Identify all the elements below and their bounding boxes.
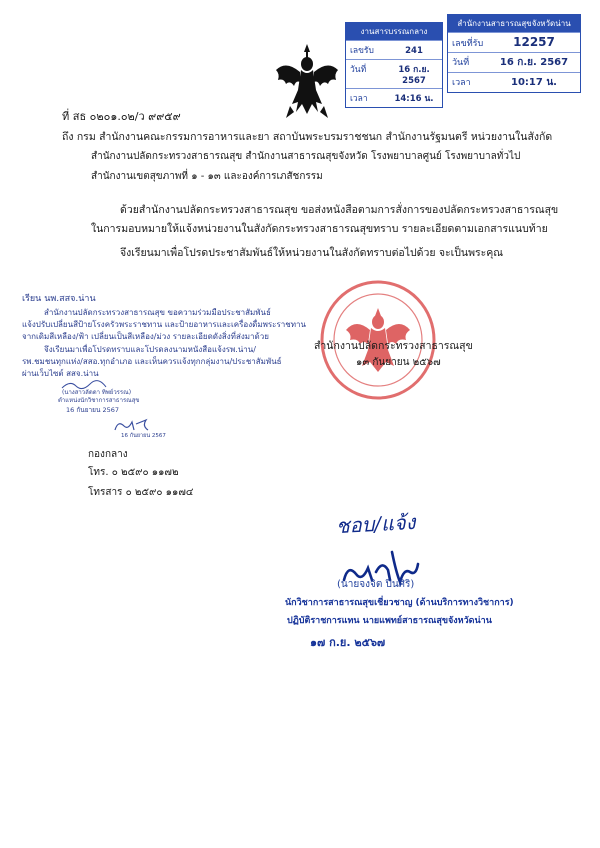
signer-acting-title: ปฏิบัติราชการแทน นายแพทย์สาธารณสุขจังหวัดน่าน bbox=[287, 616, 492, 626]
stamp-time: 14:16 น. bbox=[394, 94, 434, 104]
stamp-header: งานสารบรรณกลาง bbox=[346, 23, 442, 40]
signature-date: ๑๗ ก.ย. ๒๕๖๗ bbox=[310, 636, 386, 649]
note-line: รพ.ชมชนทุกแห่ง/สสอ.ทุกอำเภอ และเห็นควรแจ้งทุกกลุ่มงาน/ประชาสัมพันธ์ bbox=[22, 357, 282, 366]
note-line: จากเดิมสีเหลือง/ฟ้า เปลี่ยนเป็นสีเหลือง/ม่วง รายละเอียดดังสิ่งที่ส่งมาด้วย bbox=[22, 332, 269, 341]
note-line: เรียน นพ.สสจ.น่าน bbox=[22, 294, 96, 304]
signer-title: นักวิชาการสาธารณสุขเชี่ยวชาญ (ด้านบริการทางวิชาการ) bbox=[285, 598, 514, 608]
stamp-number-label: เลขรับ bbox=[350, 46, 374, 56]
note-signer-title: ตำแหน่งนักวิชาการสาธารณสุข bbox=[58, 397, 140, 404]
body-paragraph-1: ด้วยสำนักงานปลัดกระทรวงสาธารณสุข ขอส่งหนังสือตามการสั่งการของปลัดกระทรวงสาธารณสุข bbox=[120, 204, 559, 216]
stamp-number-label: เลขที่รับ bbox=[452, 39, 484, 49]
recipient-line: ถึง กรม สำนักงานคณะกรรมการอาหารและยา สถาบันพระบรมราชชนก สำนักงานรัฐมนตรี หน่วยงานในสังกัด bbox=[62, 131, 553, 143]
receipt-stamp-provincial bbox=[447, 14, 581, 93]
body-closing: จึงเรียนมาเพื่อโปรดประชาสัมพันธ์ให้หน่วยงานในสังกัดทราบต่อไปด้วย จะเป็นพระคุณ bbox=[120, 247, 504, 259]
stamp-header: สำนักงานสาธารณสุขจังหวัดน่าน bbox=[448, 15, 580, 32]
garuda-emblem-icon bbox=[272, 40, 342, 120]
stamp-date: 16 ก.ย. 2567 bbox=[499, 57, 569, 68]
stamp-date: 16 ก.ย. 2567 bbox=[398, 65, 430, 86]
signer-name: (นายจงจิต ปินศิริ) bbox=[337, 579, 415, 590]
fax: โทรสาร ๐ ๒๕๙๐ ๑๑๗๔ bbox=[88, 487, 194, 498]
stamp-number: 12257 bbox=[513, 35, 555, 49]
stamp-date-label: วันที่ bbox=[350, 65, 367, 75]
document-number: ที่ สธ ๐๒๐๑.๐๒/ว ๙๙๕๙ bbox=[62, 110, 181, 123]
handwritten-approval: ชอบ/แจ้ง bbox=[335, 509, 416, 539]
sign-date: 16 กันยายน 2567 bbox=[121, 433, 166, 439]
division: กองกลาง bbox=[88, 449, 128, 460]
sender-date: ๑๓ กันยายน ๒๕๖๗ bbox=[356, 357, 441, 368]
phone: โทร. ๐ ๒๕๙๐ ๑๑๗๒ bbox=[88, 467, 179, 478]
note-signer-name: (นางสาวลัดดา ทิพย์วรรณ) bbox=[62, 389, 132, 396]
note-date: 16 กันยายน 2567 bbox=[66, 406, 120, 414]
body-paragraph-1-cont: ในการมอบหมายให้แจ้งหน่วยงานในสังกัดกระทรวงสาธารณสุขทราบ รายละเอียดตามเอกสารแนบท้าย bbox=[91, 223, 548, 235]
stamp-time-label: เวลา bbox=[452, 78, 471, 88]
recipient-line: สำนักงานเขตสุขภาพที่ ๑ - ๑๓ และองค์การเภสัชกรรม bbox=[91, 171, 323, 182]
note-line: แจ้งปรับเปลี่ยนสีป้ายโรงครัวพระราชทาน และป้ายอาหารและเครื่องดื่มพระราชทาน bbox=[22, 320, 306, 329]
note-line: สำนักงานปลัดกระทรวงสาธารณสุข ขอความร่วมมือประชาสัมพันธ์ bbox=[44, 308, 271, 317]
receipt-stamp-central bbox=[345, 22, 443, 108]
stamp-date-label: วันที่ bbox=[452, 58, 470, 68]
note-line: จึงเรียนมาเพื่อโปรดทราบและโปรดลงนามหนังสือแจ้งรพ.น่าน/ bbox=[44, 345, 256, 354]
stamp-time-label: เวลา bbox=[350, 94, 368, 104]
stamp-number: 241 bbox=[405, 46, 423, 56]
stamp-time: 10:17 น. bbox=[511, 77, 557, 88]
note-line: ผ่านเว็บไซต์ สสจ.น่าน bbox=[22, 369, 99, 378]
recipient-line: สำนักงานปลัดกระทรวงสาธารณสุข สำนักงานสาธารณสุขจังหวัด โรงพยาบาลศูนย์ โรงพยาบาลทั่วไป bbox=[91, 151, 521, 162]
sender-office: สำนักงานปลัดกระทรวงสาธารณสุข bbox=[314, 340, 473, 352]
